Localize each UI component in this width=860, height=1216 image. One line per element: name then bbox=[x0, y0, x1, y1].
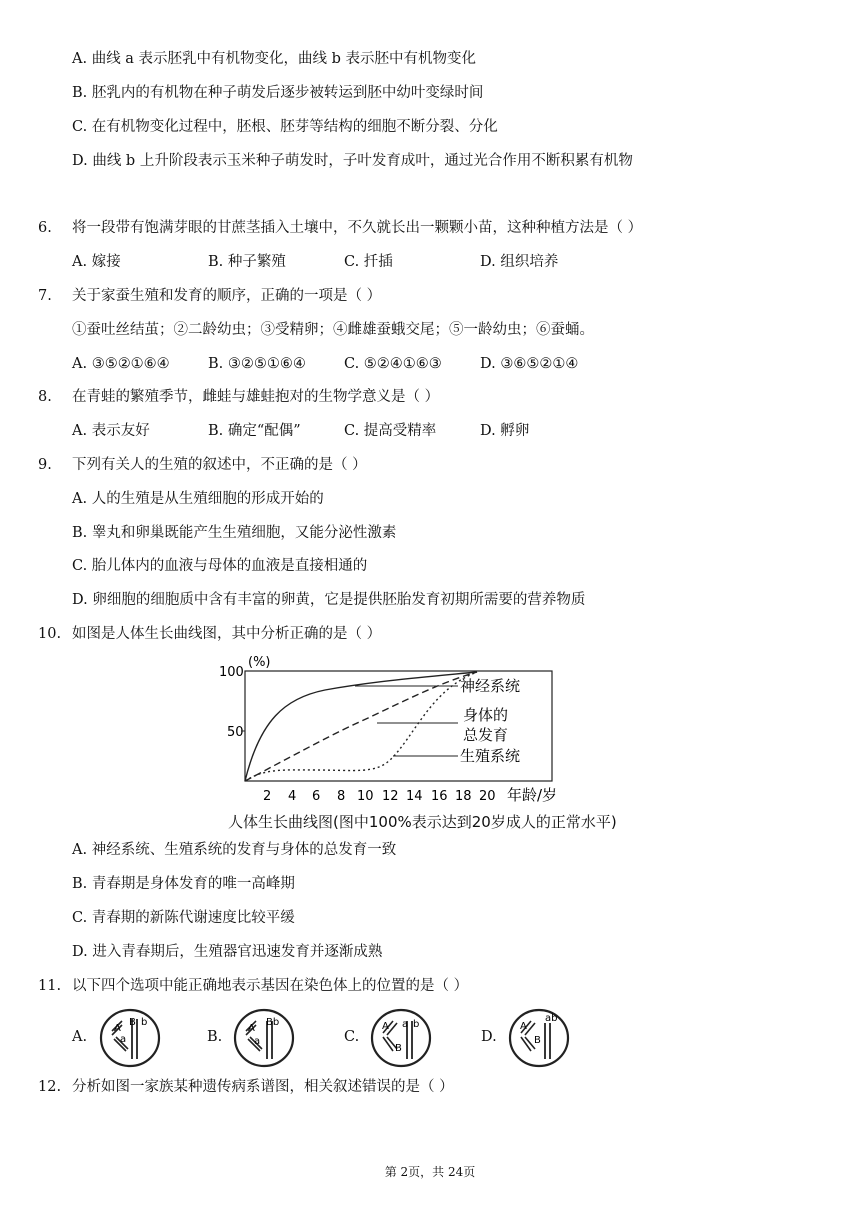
q11-option-d-label: D. bbox=[481, 1029, 497, 1045]
q6-option-b: B. 种子繁殖 bbox=[208, 254, 286, 270]
gene-B: B bbox=[395, 1043, 402, 1054]
q10-option-d: D. 进入青春期后，生殖器官迅速发育并逐渐成熟 bbox=[72, 944, 383, 960]
x-tick-12: 12 bbox=[382, 789, 399, 804]
q12-stem: 分析如图一家族某种遗传病系谱图，相关叙述错误的是（ ） bbox=[72, 1079, 454, 1095]
gene-A: A bbox=[248, 1023, 255, 1034]
q5-option-b: B. 胚乳内的有机物在种子萌发后逐步被转运到胚中幼叶变绿时间 bbox=[72, 85, 484, 101]
body-growth-curve bbox=[245, 672, 477, 781]
page-footer: 第 2页，共 24页 bbox=[384, 1165, 476, 1179]
q5-option-d: D. 曲线 b 上升阶段表示玉米种子萌发时，子叶发育成叶，通过光合作用不断积累有机物 bbox=[72, 153, 633, 169]
q11-option-d-cell bbox=[507, 1007, 571, 1069]
x-tick-4: 4 bbox=[288, 789, 297, 804]
q7-number: 7. bbox=[38, 288, 52, 304]
q9-number: 9. bbox=[38, 457, 52, 473]
q9-option-b: B. 睾丸和卵巢既能产生生殖细胞，又能分泌性激素 bbox=[72, 525, 397, 541]
q9-stem: 下列有关人的生殖的叙述中，不正确的是（ ） bbox=[72, 457, 367, 473]
gene-A: A bbox=[382, 1021, 389, 1032]
gene-a: a bbox=[120, 1034, 127, 1045]
y-tick-50: 50 bbox=[227, 725, 244, 740]
q10-stem: 如图是人体生长曲线图，其中分析正确的是（ ） bbox=[72, 626, 382, 642]
figure-caption: 人体生长曲线图(图中100%表示达到20岁成人的正常水平) bbox=[228, 813, 617, 831]
q9-option-a: A. 人的生殖是从生殖细胞的形成开始的 bbox=[72, 491, 324, 507]
q6-stem: 将一段带有饱满芽眼的甘蔗茎插入土壤中，不久就长出一颗颗小苗，这种种植方法是（ ） bbox=[72, 220, 643, 236]
x-tick-20: 20 bbox=[479, 789, 496, 804]
q11-option-c-label: C. bbox=[344, 1029, 360, 1045]
label-body-1: 身体的 bbox=[463, 706, 509, 724]
q7-option-b: B. ③②⑤①⑥④ bbox=[208, 356, 306, 372]
q11-option-b-label: B. bbox=[207, 1029, 223, 1045]
gene-A: A bbox=[114, 1023, 121, 1034]
x-tick-14: 14 bbox=[406, 789, 423, 804]
gene-Bb: Bb bbox=[266, 1017, 280, 1028]
q11-option-a-label: A. bbox=[72, 1029, 88, 1045]
gene-a: a bbox=[402, 1019, 409, 1030]
x-tick-16: 16 bbox=[431, 789, 448, 804]
x-tick-6: 6 bbox=[312, 789, 321, 804]
q11-number: 11. bbox=[38, 978, 62, 994]
y-tick-100: 100 bbox=[219, 665, 244, 680]
q7-sub-items: ①蚕吐丝结茧；②二龄幼虫；③受精卵；④雌雄蚕蛾交尾；⑤一龄幼虫；⑥蚕蛹。 bbox=[72, 322, 594, 338]
q8-option-a: A. 表示友好 bbox=[72, 423, 150, 439]
q11-option-b-cell bbox=[232, 1007, 296, 1069]
q12-number: 12. bbox=[38, 1079, 62, 1095]
gene-b: b bbox=[413, 1019, 420, 1030]
q9-option-d: D. 卵细胞的细胞质中含有丰富的卵黄，它是提供胚胎发育初期所需要的营养物质 bbox=[72, 592, 586, 608]
q11-stem: 以下四个选项中能正确地表示基因在染色体上的位置的是（ ） bbox=[72, 978, 469, 994]
q6-option-d: D. 组织培养 bbox=[480, 254, 559, 270]
gene-B: B bbox=[534, 1035, 541, 1046]
q11-option-c-cell bbox=[369, 1007, 433, 1069]
y-unit-label: (%) bbox=[248, 655, 271, 670]
q7-option-c: C. ⑤②④①⑥③ bbox=[344, 356, 442, 372]
q10-number: 10. bbox=[38, 626, 62, 642]
q10-option-a: A. 神经系统、生殖系统的发育与身体的总发育一致 bbox=[72, 842, 397, 858]
q7-stem: 关于家蚕生殖和发育的顺序，正确的一项是（ ） bbox=[72, 288, 382, 304]
q10-option-c: C. 青春期的新陈代谢速度比较平缓 bbox=[72, 910, 295, 926]
label-nervous-system: 神经系统 bbox=[460, 677, 521, 695]
q6-option-c: C. 扦插 bbox=[344, 254, 393, 270]
gene-b: b bbox=[141, 1017, 148, 1028]
x-tick-10: 10 bbox=[357, 789, 374, 804]
gene-a: a bbox=[254, 1036, 261, 1047]
label-body-2: 总发育 bbox=[463, 726, 509, 744]
q7-option-d: D. ③⑥⑤②①④ bbox=[480, 356, 579, 372]
q6-number: 6. bbox=[38, 220, 52, 236]
q9-option-c: C. 胎儿体内的血液与母体的血液是直接相通的 bbox=[72, 558, 368, 574]
reproductive-system-curve bbox=[245, 672, 477, 781]
q11-option-a-cell bbox=[98, 1007, 162, 1069]
x-axis-label: 年龄/岁 bbox=[507, 786, 558, 804]
q8-stem: 在青蛙的繁殖季节，雌蛙与雄蛙抱对的生物学意义是（ ） bbox=[72, 389, 440, 405]
q7-option-a: A. ③⑤②①⑥④ bbox=[72, 356, 170, 372]
label-reproductive-system: 生殖系统 bbox=[460, 747, 521, 765]
q8-option-c: C. 提高受精率 bbox=[344, 423, 437, 439]
x-tick-2: 2 bbox=[263, 789, 272, 804]
gene-ab: ab bbox=[545, 1013, 558, 1024]
x-ticks bbox=[263, 789, 496, 804]
q8-number: 8. bbox=[38, 389, 52, 405]
x-tick-8: 8 bbox=[337, 789, 346, 804]
q5-option-a: A. 曲线 a 表示胚乳中有机物变化，曲线 b 表示胚中有机物变化 bbox=[72, 51, 477, 67]
growth-curve-figure bbox=[215, 650, 575, 808]
q10-option-b: B. 青春期是身体发育的唯一高峰期 bbox=[72, 876, 295, 892]
q5-option-c: C. 在有机物变化过程中，胚根、胚芽等结构的细胞不断分裂、分化 bbox=[72, 119, 498, 135]
gene-A: A bbox=[520, 1021, 527, 1032]
gene-B: B bbox=[129, 1017, 136, 1028]
q8-option-b: B. 确定“配偶” bbox=[208, 423, 301, 439]
q6-option-a: A. 嫁接 bbox=[72, 254, 121, 270]
nervous-system-curve bbox=[245, 672, 477, 781]
q8-option-d: D. 孵卵 bbox=[480, 423, 530, 439]
x-tick-18: 18 bbox=[455, 789, 472, 804]
